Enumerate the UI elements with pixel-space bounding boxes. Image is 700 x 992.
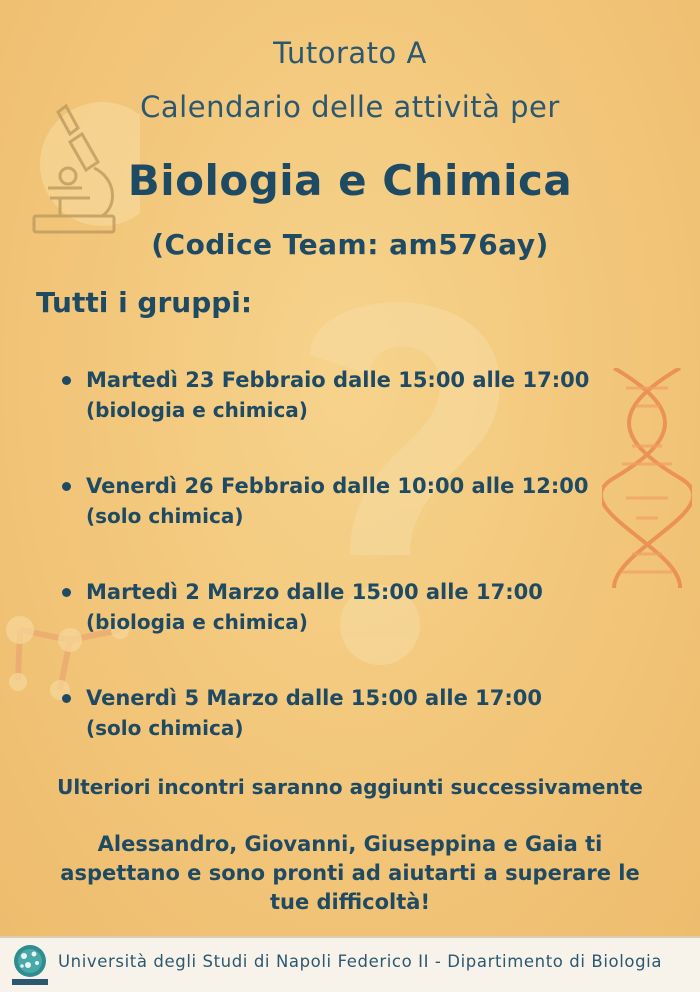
bullet-icon xyxy=(62,588,71,597)
tutorato-title: Tutorato A xyxy=(273,36,427,70)
session-item xyxy=(58,577,658,683)
bullet-icon xyxy=(62,376,71,385)
session-item xyxy=(58,471,658,577)
university-logo-icon xyxy=(10,943,50,987)
session-date: Martedì 2 Marzo dalle 15:00 alle 17:00 xyxy=(86,580,543,604)
session-note: (biologia e chimica) xyxy=(86,610,308,634)
session-list xyxy=(58,365,658,789)
session-date: Venerdì 26 Febbraio dalle 10:00 alle 12:00 xyxy=(86,474,589,498)
footer xyxy=(0,936,700,992)
session-date: Venerdì 5 Marzo dalle 15:00 alle 17:00 xyxy=(86,686,543,710)
bullet-icon xyxy=(62,694,71,703)
team-code: (Codice Team: am576ay) xyxy=(151,228,549,261)
session-note: (solo chimica) xyxy=(86,504,244,528)
footer-text: Università degli Studi di Napoli Federico II - Dipartimento di Biologia xyxy=(58,952,663,971)
further-meetings-note: Ulteriori incontri saranno aggiunti successivamente xyxy=(57,775,643,799)
bullet-icon xyxy=(62,482,71,491)
calendar-subtitle: Calendario delle attività per xyxy=(140,90,560,124)
closing-message: Alessandro, Giovanni, Giuseppina e Gaia ti aspettano e sono pronti ad aiutarti a superare le tue difficoltà! xyxy=(60,832,640,914)
session-item xyxy=(58,365,658,471)
session-note: (solo chimica) xyxy=(86,716,244,740)
session-date: Martedì 23 Febbraio dalle 15:00 alle 17:00 xyxy=(86,368,590,392)
session-item xyxy=(58,683,658,789)
subject-title: Biologia e Chimica xyxy=(127,156,573,205)
session-note: (biologia e chimica) xyxy=(86,398,308,422)
groups-heading: Tutti i gruppi: xyxy=(36,286,253,319)
